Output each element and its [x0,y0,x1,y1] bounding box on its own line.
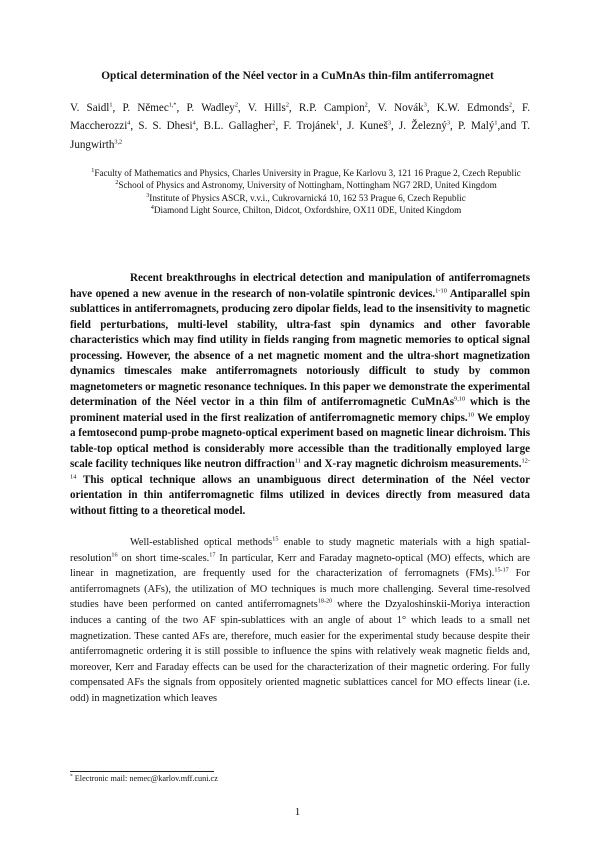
author [283,120,347,132]
author-affiliation-mark: 4 [127,119,131,127]
affiliation-text: School of Physics and Astronomy, University of Nottingham, Nottingham NG7 2RD, United Kingdom [118,180,497,191]
paper-title: Optical determination of the Néel vector in a CuMnAs thin-film antiferromagnet [101,70,494,82]
author [186,102,247,114]
author-separator: , [511,102,522,114]
author [437,102,522,114]
author-separator: , [450,120,459,133]
author-name: V. Saidl [70,102,110,114]
text-run: Antiparallel spin sublattices in antiferromagnets, producing zero dipolar fields, lead to the insensitivity to magnetic field perturbations, multi-level stability, ultra-fast spin dynamics and other favorable characteristics which may find utility in fields ranging from magnetic memories to optical signal processing. However, the absence of a net magnetic moment and the ultra-short magnetization dynamics timescales make antiferromagnets notoriously difficult to study by common magnetometers or magnetic resonance techniques. In this paper we demonstrate the experimental determination of the Néel vector in a thin film of antiferromagnetic CuMnAs [70,287,530,408]
footnote-mark: * [70,773,73,780]
footnote-rule [70,771,214,772]
author-name: S. S. Dhesi [138,120,193,133]
author-separator: , [367,102,378,114]
author [204,120,284,132]
affiliation [84,167,528,179]
author-separator: , [237,102,248,114]
author [399,120,458,132]
author-affiliation-mark: 2 [285,101,289,109]
text-run: enable to study magnetic materials with a high spatial-resolution [70,537,530,564]
text-run: Well-established optical methods [130,537,273,548]
author-affiliation-mark: 1 [494,119,498,127]
text-run: which is the prominent material used in the first realization of antiferromagnetic memory chips. [70,396,530,424]
author-affiliation-mark: 1,* [168,101,177,109]
affiliation [84,204,528,216]
author-affiliation-mark: 1 [109,101,113,109]
author-affiliation-mark: 2 [272,119,276,127]
author-name: F. Maccherozzi [70,102,531,133]
author-name: P. Malý [458,120,495,133]
author-name: P. Wadley [186,102,235,114]
author-name: J. Kuneš [347,120,388,133]
citation: 11 [294,457,301,465]
citation: 16 [111,551,118,559]
author-affiliation-mark: 4 [192,119,196,127]
citation: 15 [272,535,279,543]
citation: 12-14 [70,457,530,480]
text-run: We employ a femtosecond pump-probe magneto-optical experiment based on magnetic linear dichroism. This table-top optical method is considerably more accessible than the traditionally employed large scale facility techniques like neutron diffraction [70,411,531,470]
author [248,102,299,114]
author-separator: , [195,120,204,133]
text-run: In particular, Kerr and Faraday magneto-optical (MO) effects, which are linear in magnetization, are frequently used for the characterization of ferromagnets (FMs). [70,552,530,580]
footnote-text: Electronic mail: nemec@karlov.mff.cuni.cz [72,774,218,783]
body-text [70,535,530,707]
text-run: where the Dzyaloshinskii-Moriya interaction induces a canting of the two AF spin-sublattices with an angle of about 1° which leads to a small net magnetization. These canted AFs are, therefore, much easier for the experimental study because despite their antiferromagnetic ordering it is still possible to influence the spins with relatively weak magnetic fields and, moreover, Kerr and Faraday effects can be used for the characterization of their magnetic ordering. For fully compensated AFs the signals from oppositely oriented magnetic sublattices cancel for MO effects linear (i.e. odd) in magnetization which leaves [70,599,530,704]
affiliation-list [84,167,528,217]
text-run: on short time-scales. [117,552,210,564]
author-name: V. Novák [377,102,424,114]
author [299,102,378,114]
author-list [70,99,530,154]
affiliation-number: 4 [150,204,154,212]
author-name: K.W. Edmonds [436,102,509,114]
author [458,120,500,132]
author-separator: , [426,102,437,114]
affiliation-text: Faculty of Mathematics and Physics, Charles University in Prague, Ke Karlovu 3, 121 16 Prague 2, Czech Republic [94,168,521,178]
author-separator: , [390,120,399,133]
author-affiliation-mark: 3 [423,101,427,109]
author [378,102,437,114]
text-run: This optical technique allows an unambiguous direct determination of the Néel vector orientation in thin antiferromagnetic films utilized in devices directly from measured data without fitting to a theoretical model. [70,473,530,517]
author-name: R.P. Campion [298,102,365,114]
citation: 10 [467,410,475,418]
author-name: and T. Jungwirth [70,120,531,151]
author-affiliation-mark: 2 [364,101,368,109]
author-name: F. Trojánek [283,120,337,133]
author-name: B.L. Gallagher [203,120,273,133]
citation: 17 [209,551,216,559]
author-separator: , [112,102,123,114]
body-paragraph [70,535,530,707]
citation: 9,10 [454,395,466,403]
author-name: P. Němec [122,102,169,114]
affiliation-number: 1 [91,166,95,174]
author-affiliation-mark: 3 [446,119,451,127]
author [122,102,186,114]
abstract [70,271,530,519]
citation: 1-10 [435,286,447,294]
author-name: V. Hills [247,102,286,114]
affiliation [84,192,528,204]
author-separator: , [339,120,348,133]
author-name: J. Železný [398,120,447,133]
text-run: For antiferromagnets (AFs), the utilization of MO techniques is much more challenging. Several time-resolved studies have been performed on canted antiferromagnets [70,568,530,611]
affiliation [84,179,528,191]
author [70,102,122,114]
affiliation-number: 2 [115,179,119,187]
author-affiliation-mark: 3,2 [114,138,123,146]
author-affiliation-mark: 3 [387,119,391,127]
text-run: and X-ray magnetic dichroism measurements. [300,458,522,470]
author-separator: , [275,120,284,133]
author [138,120,203,132]
author-affiliation-mark: 1 [336,119,340,127]
author-separator: , [288,102,299,114]
affiliation-text: Institute of Physics ASCR, v.v.i., Cukrovarnická 10, 162 53 Prague 6, Czech Republic [149,192,466,203]
author-separator: , [497,120,501,133]
author [347,120,399,132]
author-separator: , [176,102,187,114]
citation: 15-17 [494,566,509,574]
abstract-paragraph [70,271,530,519]
author-affiliation-mark: 2 [234,101,238,109]
text-run: Recent breakthroughs in electrical detection and manipulation of antiferromagnets have opened a new avenue in the research of non-volatile spintronic devices. [70,272,530,300]
page-number: 1 [294,806,301,818]
citation: 18-20 [317,597,333,605]
affiliation-text: Diamond Light Source, Chilton, Didcot, Oxfordshire, OX11 0DE, United Kingdom [153,205,462,216]
footnote [70,774,530,783]
author-separator: , [130,120,139,133]
author-affiliation-mark: 2 [508,101,512,109]
affiliation-number: 3 [146,191,150,199]
